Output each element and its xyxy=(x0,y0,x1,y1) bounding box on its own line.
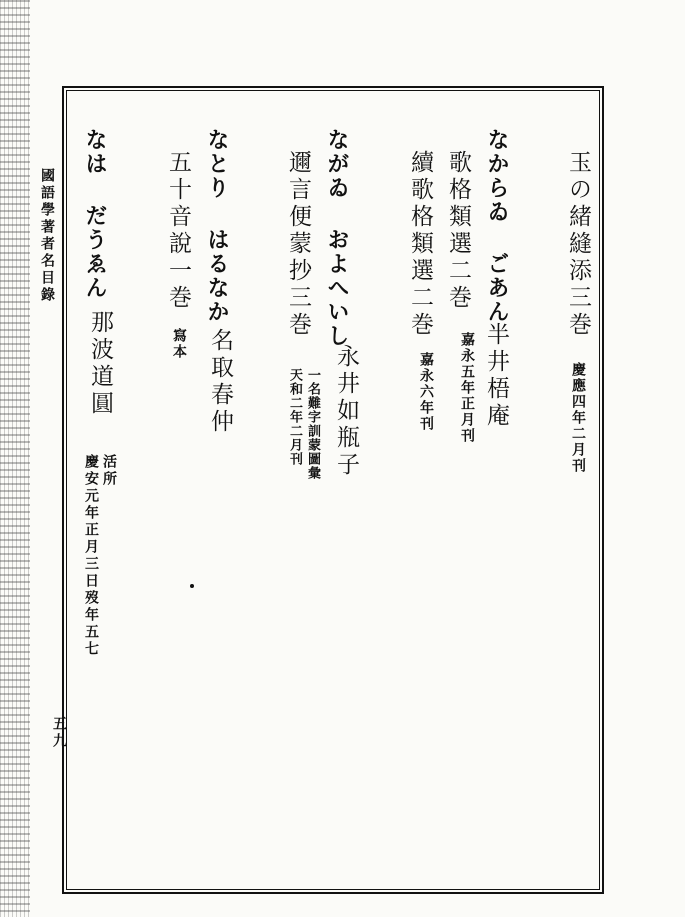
entry-title-2: 歌格類選二巻 xyxy=(445,150,471,312)
author-reading-4: なは だうゑん xyxy=(82,128,108,300)
entry-title-5: 五十音說一巻 xyxy=(165,150,191,312)
entry-title-1: 玉の緒縫添三巻 xyxy=(565,150,591,339)
author-reading-1: なからゐ ごあん xyxy=(484,128,510,324)
print-speck xyxy=(190,584,194,588)
entry-note-2: 嘉永五年正月刊 xyxy=(459,332,475,444)
author-name-1: 半井梧庵 xyxy=(483,322,509,430)
entry-note-4a: 一名難字訓蒙圖彙 xyxy=(305,368,320,480)
author-reading-2: ながゐ およへいし xyxy=(324,128,350,348)
entry-note-1: 慶應四年二月刊 xyxy=(570,362,586,474)
author-note-4a: 活所 xyxy=(101,454,117,488)
author-name-3: 名取春仲 xyxy=(207,328,233,436)
entry-note-3: 嘉永六年刊 xyxy=(418,352,434,432)
author-note-4b: 慶安元年正月三日歿年五七 xyxy=(83,454,99,658)
entry-note-5: 寫本 xyxy=(171,328,187,360)
page-number: 五九 xyxy=(51,716,67,750)
author-name-2: 永井如瓶子 xyxy=(333,344,359,479)
entry-title-3: 續歌格類選二巻 xyxy=(407,150,433,339)
scan-edge-noise xyxy=(0,0,30,917)
side-header: 國語學著者名目錄 xyxy=(39,168,55,304)
entry-note-4b: 天和二年二月刊 xyxy=(287,368,302,466)
author-name-4: 那波道圓 xyxy=(87,310,113,418)
entry-title-4: 邇言便蒙抄三巻 xyxy=(285,150,311,339)
author-reading-3: なとり はるなか xyxy=(204,128,230,324)
